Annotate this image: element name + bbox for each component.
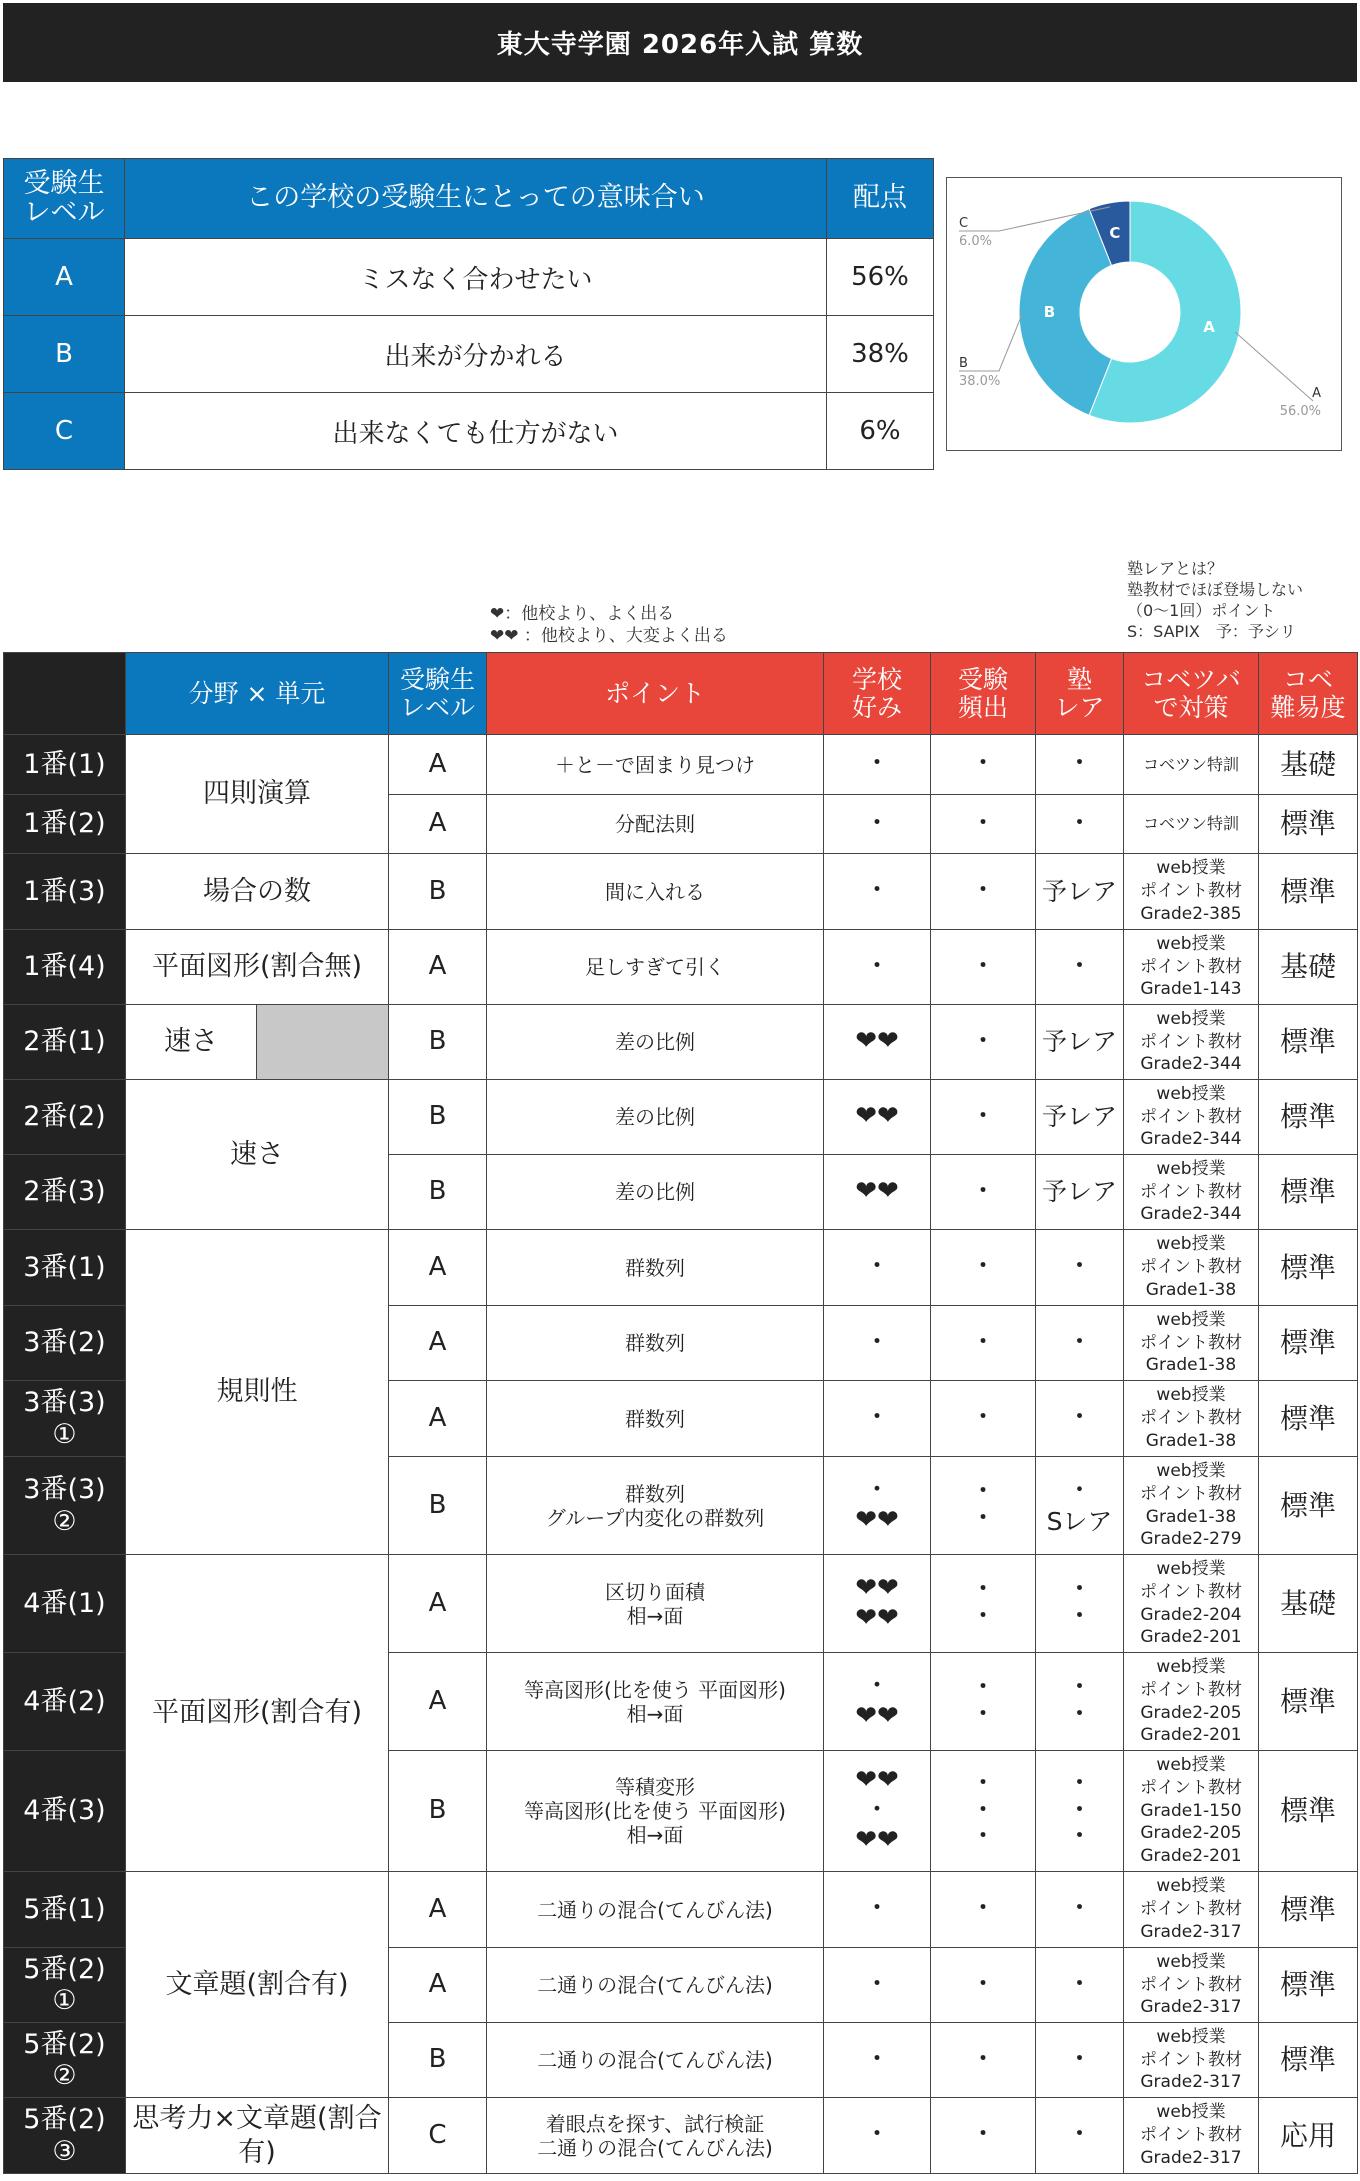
juku-rare-note: 塾レアとは？ 塾教材でほぼ登場しない （0～1回）ポイント S：SAPIX 予：予シリ — [1127, 559, 1304, 641]
field-cell: 平面図形(割合無) — [126, 930, 389, 1005]
kobetsu-cell: web授業 ポイント教材 Grade2-205 Grade2-201 — [1124, 1653, 1259, 1751]
juku-rare-cell: 予レア — [1036, 1155, 1124, 1230]
donut-leader-line — [959, 312, 1023, 371]
frequency-cell: ・ — [931, 795, 1036, 854]
table-row — [4, 1080, 1358, 1155]
field-cell: 速さ — [126, 1005, 257, 1080]
juku-rare-cell: ・ ・ — [1036, 1653, 1124, 1751]
point-cell: 等高図形(比を使う 平面図形) 相→面 — [487, 1653, 824, 1751]
header-difficulty: コベ 難易度 — [1259, 653, 1358, 735]
table-row — [4, 735, 1358, 795]
difficulty-cell: 基礎 — [1259, 1555, 1358, 1653]
school-pref-cell: ・ — [824, 1306, 931, 1381]
point-cell: 着眼点を探す、試行検証 二通りの混合(てんびん法) — [487, 2098, 824, 2174]
donut-outer-label: C — [959, 216, 969, 231]
difficulty-cell: 標準 — [1259, 1948, 1358, 2023]
kobetsu-cell: web授業 ポイント教材 Grade1-38 Grade2-279 — [1124, 1457, 1259, 1555]
juku-rare-cell: ・ — [1036, 930, 1124, 1005]
level-cell: B — [389, 1080, 487, 1155]
frequency-cell: ・ — [931, 1948, 1036, 2023]
donut-slice-b — [1019, 209, 1112, 415]
kobetsu-cell: web授業 ポイント教材 Grade2-344 — [1124, 1005, 1259, 1080]
score-cell: 38% — [827, 316, 934, 393]
level-cell: A — [389, 1555, 487, 1653]
kobetsu-cell: web授業 ポイント教材 Grade1-150 Grade2-205 Grade2-201 — [1124, 1751, 1259, 1872]
kobetsu-cell: web授業 ポイント教材 Grade1-38 — [1124, 1306, 1259, 1381]
level-cell: A — [389, 1381, 487, 1457]
header-kobetsu: コベツバ で対策 — [1124, 653, 1259, 735]
donut-slice-inner-label: A — [1203, 318, 1215, 337]
frequency-cell: ・ — [931, 1080, 1036, 1155]
frequency-cell: ・ ・ — [931, 1457, 1036, 1555]
question-number-cell: 2番(1) — [4, 1005, 126, 1080]
point-cell: 二通りの混合(てんびん法) — [487, 1948, 824, 2023]
kobetsu-cell: web授業 ポイント教材 Grade2-204 Grade2-201 — [1124, 1555, 1259, 1653]
difficulty-cell: 標準 — [1259, 1230, 1358, 1306]
school-pref-cell: ・ — [824, 854, 931, 930]
kobetsu-cell: コベツン特訓 — [1124, 735, 1259, 795]
donut-outer-label: A — [1312, 386, 1321, 401]
point-cell: 群数列 — [487, 1381, 824, 1457]
frequency-cell: ・ — [931, 1306, 1036, 1381]
kobetsu-cell: web授業 ポイント教材 Grade1-38 — [1124, 1230, 1259, 1306]
level-cell: B — [389, 1005, 487, 1080]
header-school: 学校 好み — [824, 653, 931, 735]
kobetsu-cell: コベツン特訓 — [1124, 795, 1259, 854]
header-main-level: 受験生 レベル — [389, 653, 487, 735]
point-cell: 群数列 — [487, 1230, 824, 1306]
frequency-cell: ・ ・ ・ — [931, 1751, 1036, 1872]
point-cell: ＋と－で固まり見つけ — [487, 735, 824, 795]
juku-rare-cell: ・ — [1036, 735, 1124, 795]
question-number-cell: 5番(2) ③ — [4, 2098, 126, 2174]
table-row — [4, 2098, 1358, 2174]
point-cell: 二通りの混合(てんびん法) — [487, 1872, 824, 1948]
question-number-cell: 5番(2) ② — [4, 2023, 126, 2098]
question-table — [3, 652, 1358, 2174]
school-pref-cell: ❤❤ ❤❤ — [824, 1555, 931, 1653]
field-cell: 文章題(割合有) — [126, 1872, 389, 2098]
point-cell: 分配法則 — [487, 795, 824, 854]
header-question — [4, 653, 126, 735]
level-cell: A — [389, 1306, 487, 1381]
field-cell: 四則演算 — [126, 735, 389, 854]
point-cell: 差の比例 — [487, 1005, 824, 1080]
juku-rare-cell: 予レア — [1036, 1080, 1124, 1155]
table-row — [4, 1872, 1358, 1948]
difficulty-cell: 応用 — [1259, 2098, 1358, 2174]
donut-slice-inner-label: B — [1043, 303, 1056, 321]
question-number-cell: 5番(1) — [4, 1872, 126, 1948]
level-cell: A — [389, 930, 487, 1005]
frequency-cell: ・ — [931, 1381, 1036, 1457]
donut-pct-label: 56.0% — [1279, 404, 1321, 419]
heart-legend-1: ❤：他校より、よく出る — [490, 604, 675, 624]
level-cell: A — [389, 1948, 487, 2023]
field-cell: 思考力×文章題(割合有) — [126, 2098, 389, 2174]
field-cell: 規則性 — [126, 1230, 389, 1555]
question-number-cell: 2番(3) — [4, 1155, 126, 1230]
difficulty-cell: 基礎 — [1259, 930, 1358, 1005]
score-cell: 56% — [827, 239, 934, 316]
frequency-cell: ・ ・ — [931, 1555, 1036, 1653]
question-number-cell: 3番(2) — [4, 1306, 126, 1381]
kobetsu-cell: web授業 ポイント教材 Grade2-317 — [1124, 1948, 1259, 2023]
question-number-cell: 2番(2) — [4, 1080, 126, 1155]
kobetsu-cell: web授業 ポイント教材 Grade2-317 — [1124, 2023, 1259, 2098]
difficulty-cell: 標準 — [1259, 1306, 1358, 1381]
field-cell: 平面図形(割合有) — [126, 1555, 389, 1872]
question-number-cell: 3番(1) — [4, 1230, 126, 1306]
school-pref-cell: ・ — [824, 795, 931, 854]
point-cell: 群数列 — [487, 1306, 824, 1381]
difficulty-cell: 標準 — [1259, 1457, 1358, 1555]
header-rare: 塾 レア — [1036, 653, 1124, 735]
question-number-cell: 4番(1) — [4, 1555, 126, 1653]
heart-legend-2: ❤❤ ：他校より、大変よく出る — [490, 626, 728, 646]
juku-rare-cell: 予レア — [1036, 1005, 1124, 1080]
school-pref-cell: ・ — [824, 1872, 931, 1948]
point-cell: 区切り面積 相→面 — [487, 1555, 824, 1653]
donut-pct-label: 6.0% — [959, 234, 993, 249]
school-pref-cell: ・ — [824, 1230, 931, 1306]
school-pref-cell: ・ ❤❤ — [824, 1457, 931, 1555]
school-pref-cell: ❤❤ ・ ❤❤ — [824, 1751, 931, 1872]
level-cell: B — [4, 316, 125, 393]
school-pref-cell: ・ — [824, 735, 931, 795]
header-point: ポイント — [487, 653, 824, 735]
question-number-cell: 3番(3) ① — [4, 1381, 126, 1457]
difficulty-cell: 標準 — [1259, 854, 1358, 930]
juku-rare-cell: ・ — [1036, 1230, 1124, 1306]
question-number-cell: 1番(3) — [4, 854, 126, 930]
difficulty-cell: 標準 — [1259, 1381, 1358, 1457]
frequency-cell: ・ — [931, 1005, 1036, 1080]
difficulty-cell: 標準 — [1259, 1005, 1358, 1080]
kobetsu-cell: web授業 ポイント教材 Grade2-344 — [1124, 1155, 1259, 1230]
header-level: 受験生 レベル — [4, 159, 125, 239]
frequency-cell: ・ ・ — [931, 1653, 1036, 1751]
question-number-cell: 1番(4) — [4, 930, 126, 1005]
meaning-cell: 出来が分かれる — [125, 316, 827, 393]
juku-rare-cell: ・ ・ ・ — [1036, 1751, 1124, 1872]
frequency-cell: ・ — [931, 2023, 1036, 2098]
kobetsu-cell: web授業 ポイント教材 Grade1-38 — [1124, 1381, 1259, 1457]
school-pref-cell: ・ ❤❤ — [824, 1653, 931, 1751]
question-number-cell: 3番(3) ② — [4, 1457, 126, 1555]
question-number-cell: 1番(2) — [4, 795, 126, 854]
juku-rare-cell: ・ ・ — [1036, 1555, 1124, 1653]
school-pref-cell: ・ — [824, 1948, 931, 2023]
header-field: 分野 × 単元 — [126, 653, 389, 735]
level-cell: A — [389, 1230, 487, 1306]
level-cell: B — [389, 2023, 487, 2098]
juku-rare-cell: ・ — [1036, 1948, 1124, 2023]
level-cell: A — [389, 1653, 487, 1751]
school-pref-cell: ❤❤ — [824, 1155, 931, 1230]
point-cell: 間に入れる — [487, 854, 824, 930]
table-row — [4, 1555, 1358, 1653]
table-row — [4, 854, 1358, 930]
header-meaning: この学校の受験生にとっての意味合い — [125, 159, 827, 239]
point-cell: 差の比例 — [487, 1080, 824, 1155]
point-cell: 群数列 グループ内変化の群数列 — [487, 1457, 824, 1555]
header-freq: 受験 頻出 — [931, 653, 1036, 735]
level-cell: B — [389, 854, 487, 930]
frequency-cell: ・ — [931, 1155, 1036, 1230]
juku-rare-cell: ・ — [1036, 2098, 1124, 2174]
table-row — [4, 1005, 1358, 1080]
point-cell: 足しすぎて引く — [487, 930, 824, 1005]
donut-svg — [947, 178, 1343, 452]
field-cell: 速さ — [126, 1080, 389, 1230]
kobetsu-cell: web授業 ポイント教材 Grade2-344 — [1124, 1080, 1259, 1155]
level-cell: C — [389, 2098, 487, 2174]
level-cell: B — [389, 1457, 487, 1555]
level-cell: A — [389, 795, 487, 854]
question-number-cell: 4番(3) — [4, 1751, 126, 1872]
school-pref-cell: ❤❤ — [824, 1080, 931, 1155]
school-pref-cell: ・ — [824, 1381, 931, 1457]
score-cell: 6% — [827, 393, 934, 470]
donut-slice-inner-label: C — [1109, 223, 1121, 242]
level-cell: C — [4, 393, 125, 470]
juku-rare-cell: ・ Sレア — [1036, 1457, 1124, 1555]
difficulty-cell: 標準 — [1259, 1155, 1358, 1230]
juku-rare-cell: ・ — [1036, 1872, 1124, 1948]
table-row — [4, 930, 1358, 1005]
level-row — [4, 316, 934, 393]
score-donut-chart — [946, 177, 1342, 451]
difficulty-cell: 標準 — [1259, 1080, 1358, 1155]
page-title: 東大寺学園 2026年入試 算数 — [3, 3, 1357, 82]
header-score: 配点 — [827, 159, 934, 239]
meaning-cell: ミスなく合わせたい — [125, 239, 827, 316]
difficulty-cell: 標準 — [1259, 1872, 1358, 1948]
juku-rare-cell: ・ — [1036, 2023, 1124, 2098]
level-cell: A — [389, 735, 487, 795]
school-pref-cell: ❤❤ — [824, 1005, 931, 1080]
kobetsu-cell: web授業 ポイント教材 Grade2-317 — [1124, 2098, 1259, 2174]
question-number-cell: 1番(1) — [4, 735, 126, 795]
frequency-cell: ・ — [931, 1872, 1036, 1948]
difficulty-cell: 標準 — [1259, 1751, 1358, 1872]
question-number-cell: 4番(2) — [4, 1653, 126, 1751]
donut-pct-label: 38.0% — [959, 374, 1001, 389]
point-cell: 差の比例 — [487, 1155, 824, 1230]
difficulty-cell: 標準 — [1259, 795, 1358, 854]
question-number-cell: 5番(2) ① — [4, 1948, 126, 2023]
school-pref-cell: ・ — [824, 2098, 931, 2174]
frequency-cell: ・ — [931, 1230, 1036, 1306]
field-cell: 場合の数 — [126, 854, 389, 930]
table-row — [4, 1230, 1358, 1306]
difficulty-cell: 標準 — [1259, 2023, 1358, 2098]
level-table — [3, 158, 934, 470]
frequency-cell: ・ — [931, 735, 1036, 795]
level-row — [4, 239, 934, 316]
level-cell: B — [389, 1751, 487, 1872]
juku-rare-cell: ・ — [1036, 1381, 1124, 1457]
juku-rare-cell: ・ — [1036, 795, 1124, 854]
juku-rare-cell: 予レア — [1036, 854, 1124, 930]
meaning-cell: 出来なくても仕方がない — [125, 393, 827, 470]
level-cell: A — [4, 239, 125, 316]
donut-leader-line — [1235, 332, 1313, 401]
difficulty-cell: 標準 — [1259, 1653, 1358, 1751]
juku-rare-cell: ・ — [1036, 1306, 1124, 1381]
level-row — [4, 393, 934, 470]
school-pref-cell: ・ — [824, 2023, 931, 2098]
school-pref-cell: ・ — [824, 930, 931, 1005]
frequency-cell: ・ — [931, 854, 1036, 930]
donut-outer-label: B — [959, 356, 968, 371]
kobetsu-cell: web授業 ポイント教材 Grade2-385 — [1124, 854, 1259, 930]
kobetsu-cell: web授業 ポイント教材 Grade1-143 — [1124, 930, 1259, 1005]
frequency-cell: ・ — [931, 2098, 1036, 2174]
heart-legend — [490, 603, 728, 647]
level-cell: B — [389, 1155, 487, 1230]
kobetsu-cell: web授業 ポイント教材 Grade2-317 — [1124, 1872, 1259, 1948]
frequency-cell: ・ — [931, 930, 1036, 1005]
level-cell: A — [389, 1872, 487, 1948]
point-cell: 等積変形 等高図形(比を使う 平面図形) 相→面 — [487, 1751, 824, 1872]
point-cell: 二通りの混合(てんびん法) — [487, 2023, 824, 2098]
field-blank-cell — [257, 1005, 389, 1080]
difficulty-cell: 基礎 — [1259, 735, 1358, 795]
